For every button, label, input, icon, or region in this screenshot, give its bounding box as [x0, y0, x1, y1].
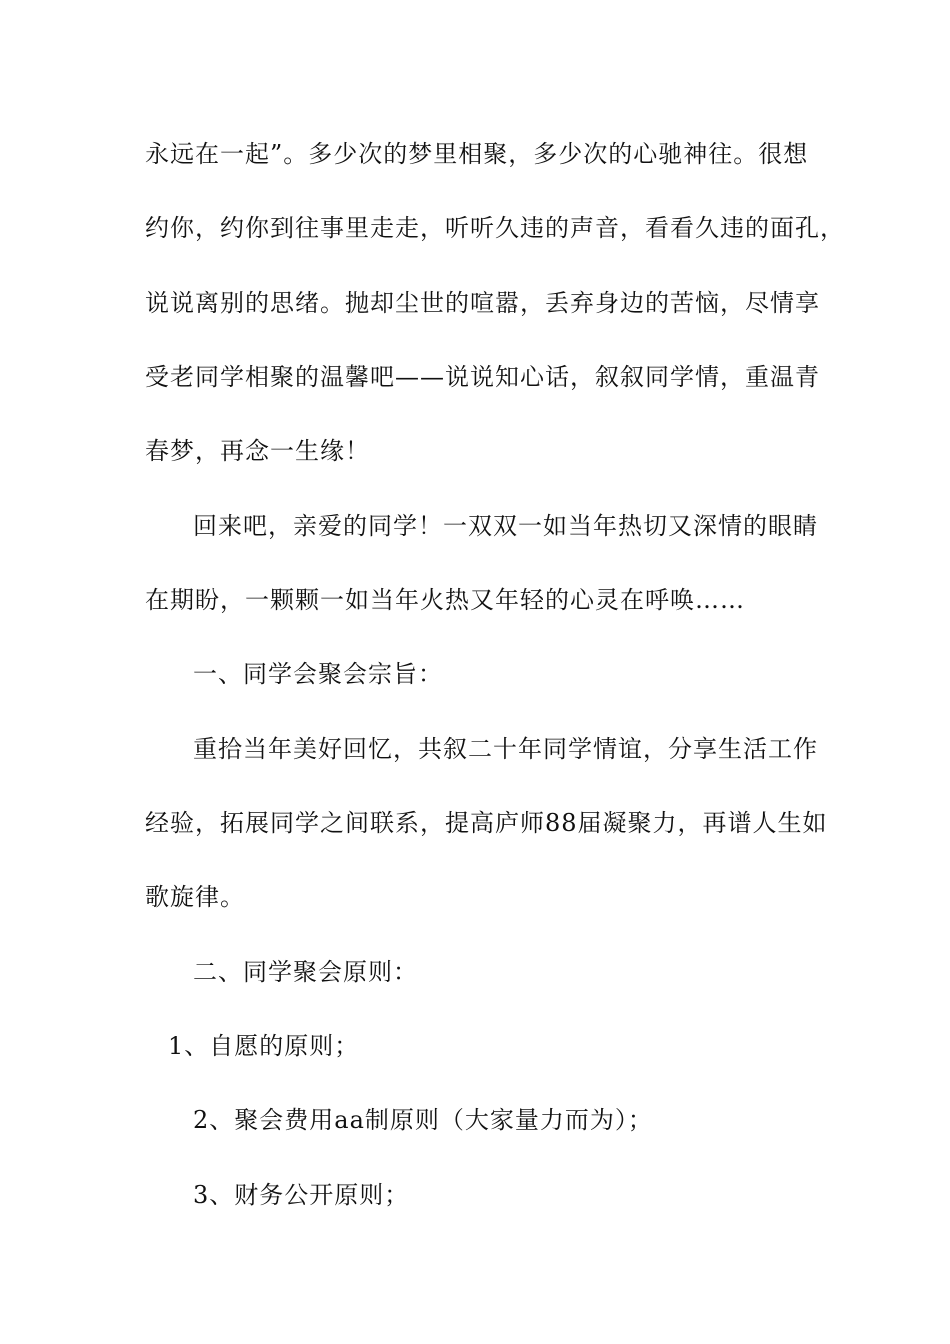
- paragraph-line: 说说离别的思绪。抛却尘世的喧嚣，丢弃身边的苦恼，尽情享: [145, 289, 820, 317]
- list-item: 2、聚会费用aa制原则（大家量力而为）；: [193, 1106, 653, 1134]
- paragraph-line: 重拾当年美好回忆，共叙二十年同学情谊，分享生活工作: [193, 735, 818, 763]
- paragraph-line: 春梦，再念一生缘！: [145, 437, 370, 465]
- list-item: 1、自愿的原则；: [168, 1032, 360, 1060]
- section-heading: 一、同学会聚会宗旨：: [193, 660, 443, 688]
- paragraph-line: 永远在一起”。多少次的梦里相聚，多少次的心驰神往。很想: [145, 140, 809, 168]
- paragraph-line: 歌旋律。: [145, 883, 245, 911]
- paragraph-line: 受老同学相聚的温馨吧——说说知心话，叙叙同学情，重温青: [145, 363, 820, 391]
- section-heading: 二、同学聚会原则：: [193, 958, 418, 986]
- paragraph-line: 约你，约你到往事里走走，听听久违的声音，看看久违的面孔，: [145, 214, 845, 242]
- list-item: 3、财务公开原则；: [193, 1181, 410, 1209]
- paragraph-line: 经验，拓展同学之间联系，提高庐师88届凝聚力，再谱人生如: [145, 809, 828, 837]
- paragraph-line: 在期盼，一颗颗一如当年火热又年轻的心灵在呼唤……: [145, 586, 745, 614]
- paragraph-line: 回来吧，亲爱的同学！一双双一如当年热切又深情的眼睛: [193, 512, 818, 540]
